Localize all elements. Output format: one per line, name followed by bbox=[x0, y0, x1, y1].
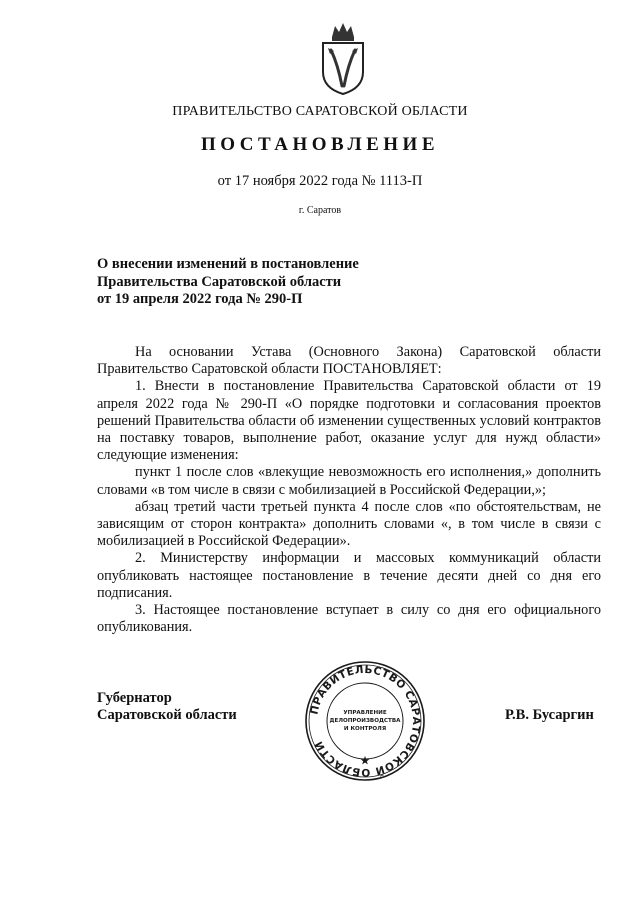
title-line: Правительства Саратовской области bbox=[97, 273, 342, 290]
signatory-position bbox=[97, 690, 237, 724]
document-dateline: от 17 ноября 2022 года № 1113-П bbox=[217, 173, 423, 189]
title-line: от 19 апреля 2022 года № 290-П bbox=[97, 291, 303, 307]
paragraph-preamble: На основании Устава (Основного Закона) Саратовской области Правительство Саратовской области ПОСТАНОВЛЯЕТ: bbox=[97, 344, 601, 378]
paragraph-item-1: 1. Внести в постановление Правительства Саратовской области от 19 апреля 2022 года № 290-П «О порядке подготовки и согласования проектов решений Правительства области об изменении существенных условий контрактов на поставку товаров, выполнение работ, оказание услуг для нужд области» следующие изменения: bbox=[97, 378, 601, 464]
position-line: Саратовской области bbox=[97, 707, 237, 723]
paragraph-item-3: 3. Настоящее постановление вступает в силу со дня его официального опубликования. bbox=[97, 602, 601, 636]
title-line: О внесении изменений в постановление bbox=[97, 256, 359, 272]
paragraph-change-1: пункт 1 после слов «влекущие невозможность его исполнения,» дополнить словами «в том числе в связи с мобилизацией в Российской Федерации,»; bbox=[97, 464, 601, 498]
paragraph-item-2: 2. Министерству информации и массовых коммуникаций области опубликовать настоящее постановление в течение десяти дней со дня его подписания. bbox=[97, 550, 601, 601]
government-name: ПРАВИТЕЛЬСТВО САРАТОВСКОЙ ОБЛАСТИ bbox=[172, 104, 468, 119]
seal-center-line: И КОНТРОЛЯ bbox=[343, 726, 387, 732]
document-type: ПОСТАНОВЛЕНИЕ bbox=[200, 134, 440, 155]
position-line: Губернатор bbox=[97, 690, 172, 706]
document-body bbox=[97, 344, 601, 636]
paragraph-change-2: абзац третий части третьей пункта 4 после слов «по обстоятельствам, не зависящим от сторон контракта» дополнить словами «, в том числе в связи с мобилизацией в Российской Федерации». bbox=[97, 498, 601, 550]
official-seal bbox=[304, 660, 426, 782]
seal-ring-text: ПРАВИТЕЛЬСТВО САРАТОВСКОЙ ОБЛАСТИ bbox=[308, 663, 423, 779]
signatory-name: Р.В. Бусаргин bbox=[505, 707, 594, 723]
document-title bbox=[97, 256, 417, 309]
document-city: г. Саратов bbox=[298, 205, 342, 216]
seal-center-line: УПРАВЛЕНИЕ bbox=[343, 710, 387, 716]
coat-of-arms-icon bbox=[318, 20, 368, 96]
seal-center-line: ДЕЛОПРОИЗВОДСТВА bbox=[329, 718, 401, 724]
star-icon bbox=[361, 756, 370, 764]
